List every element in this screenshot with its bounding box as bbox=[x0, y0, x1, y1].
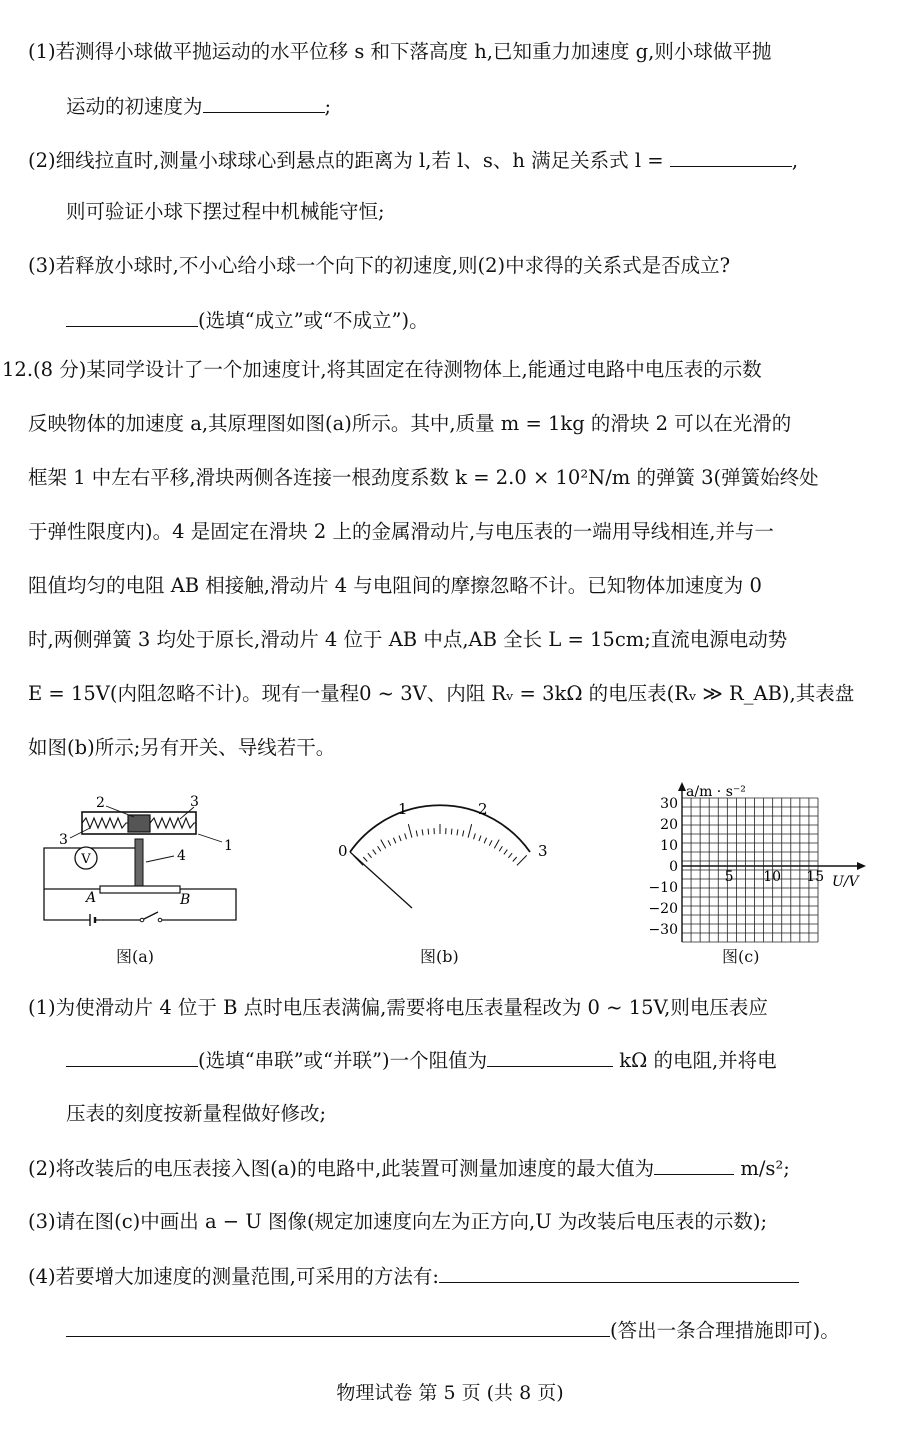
q12-stem-line-1: 12.(8 分)某同学设计了一个加速度计,将其固定在待测物体上,能通过电路中电压表的示数 bbox=[2, 358, 762, 381]
x-axis-arrow bbox=[857, 862, 866, 870]
dial-tick bbox=[408, 824, 412, 838]
dial-tick bbox=[479, 835, 481, 841]
dial-tick bbox=[504, 850, 507, 855]
q12-stem-line-2: 反映物体的加速度 a,其原理图如图(a)所示。其中,质量 m = 1kg 的滑块 2 可以在光滑的 bbox=[28, 412, 792, 435]
x-tick-label: 10 bbox=[763, 869, 782, 885]
dial-tick bbox=[399, 835, 401, 841]
x-axis-label: U/V bbox=[832, 874, 859, 890]
dial-tick bbox=[508, 853, 512, 858]
dial-tick bbox=[373, 850, 376, 855]
y-tick-label: −20 bbox=[648, 901, 678, 917]
dial-tick bbox=[468, 824, 472, 838]
dial-tick bbox=[474, 834, 476, 840]
sliding-contact-4 bbox=[135, 839, 143, 889]
q12-sub2 bbox=[28, 1154, 790, 1183]
label-1: 1 bbox=[224, 838, 233, 854]
q12-sub3: (3)请在图(c)中画出 a − U 图像(规定加速度向左为正方向,U 为改装后电压表的示数); bbox=[28, 1210, 768, 1233]
voltmeter-label: V bbox=[81, 852, 91, 867]
dial-tick bbox=[484, 838, 486, 843]
label-a: A bbox=[86, 890, 97, 906]
answer-blank-q12-1a[interactable] bbox=[66, 1046, 198, 1067]
answer-blank-q12-2[interactable] bbox=[654, 1154, 734, 1175]
figure-c-blank-graph bbox=[622, 780, 872, 950]
dial-tick bbox=[451, 829, 452, 835]
answer-blank-q12-4a[interactable] bbox=[439, 1262, 799, 1283]
label-3-left: 3 bbox=[59, 832, 68, 848]
q12-stem-line-6: 时,两侧弹簧 3 均处于原长,滑动片 4 位于 AB 中点,AB 全长 L = 15cm;直流电源电动势 bbox=[28, 628, 788, 651]
q12-stem-line-7: E = 15V(内阻忽略不计)。现有一量程0 ~ 3V、内阻 Rᵥ = 3kΩ 的电压表(Rᵥ ≫ R_AB),其表盘 bbox=[28, 682, 855, 705]
figure-b-caption: 图(b) bbox=[420, 947, 459, 966]
q12-stem-line-8: 如图(b)所示;另有开关、导线若干。 bbox=[28, 736, 336, 759]
switch-contact bbox=[158, 918, 162, 922]
dial-tick bbox=[517, 855, 527, 865]
dial-tick bbox=[368, 853, 372, 858]
dial-tick bbox=[463, 830, 464, 836]
dial-tick bbox=[489, 840, 492, 845]
q11-sub3-line2 bbox=[66, 306, 429, 335]
page-footer: 物理试卷 第 5 页 (共 8 页) bbox=[336, 1382, 564, 1404]
q12-sub4-line2 bbox=[66, 1316, 840, 1345]
graph-grid bbox=[682, 798, 818, 942]
y-axis-arrow bbox=[678, 782, 686, 791]
q11-sub1-prefix: 运动的初速度为 bbox=[66, 95, 203, 118]
dial-ticks bbox=[353, 824, 526, 865]
dial-label-2: 2 bbox=[478, 800, 488, 818]
dial-label-0: 0 bbox=[338, 842, 348, 860]
slider-block-2 bbox=[128, 815, 150, 832]
switch-arm bbox=[142, 912, 158, 920]
q11-sub2-line1 bbox=[28, 146, 798, 175]
dial-tick bbox=[363, 857, 367, 861]
spring-left bbox=[82, 818, 128, 828]
leader-3-left bbox=[70, 828, 90, 838]
q11-sub3-suffix: (选填“成立”或“不成立”)。 bbox=[198, 309, 429, 332]
y-tick-label: −10 bbox=[648, 880, 678, 896]
q12-sub1-line1: (1)为使滑动片 4 位于 B 点时电压表满偏,需要将电压表量程改为 0 ~ 15V,则电压表应 bbox=[28, 996, 768, 1019]
wire-b bbox=[160, 889, 236, 920]
q12-stem-line-3: 框架 1 中左右平移,滑块两侧各连接一根劲度系数 k = 2.0 × 10²N/m 的弹簧 3(弹簧始终处 bbox=[28, 466, 819, 489]
q12-sub1-line2 bbox=[66, 1046, 777, 1075]
answer-blank-q12-4b[interactable] bbox=[66, 1316, 610, 1337]
y-tick-label: 20 bbox=[660, 817, 678, 833]
q12-sub2-suffix: m/s²; bbox=[740, 1157, 790, 1180]
q12-sub4-suffix: (答出一条合理措施即可)。 bbox=[610, 1319, 840, 1342]
y-tick-label: 30 bbox=[660, 796, 678, 812]
leader-1 bbox=[198, 834, 222, 842]
y-tick-label: −30 bbox=[648, 922, 678, 938]
q12-sub1-mid: (选填“串联”或“并联”)一个阻值为 bbox=[198, 1049, 488, 1072]
dial-tick bbox=[416, 830, 417, 836]
label-4: 4 bbox=[177, 848, 186, 864]
x-tick-label: 15 bbox=[806, 869, 825, 885]
dial-tick bbox=[381, 840, 386, 849]
figure-a-accelerometer-diagram bbox=[30, 790, 250, 930]
y-tick-label: 0 bbox=[669, 859, 678, 875]
figure-b-voltmeter-dial bbox=[320, 790, 560, 920]
q11-sub1-line2 bbox=[66, 92, 331, 121]
q12-sub1-end: kΩ 的电阻,并将电 bbox=[619, 1049, 777, 1072]
figure-c-caption: 图(c) bbox=[722, 947, 760, 966]
dial-tick bbox=[393, 838, 395, 843]
label-b: B bbox=[180, 892, 191, 908]
q12-stem-line-4: 于弹性限度内)。4 是固定在滑块 2 上的金属滑动片,与电压表的一端用导线相连,并与一 bbox=[28, 520, 774, 543]
switch-pivot bbox=[140, 918, 144, 922]
q12-sub1-line3: 压表的刻度按新量程做好修改; bbox=[66, 1102, 327, 1125]
q11-sub2-suffix: , bbox=[791, 149, 799, 172]
q12-sub2-prefix: (2)将改装后的电压表接入图(a)的电路中,此装置可测量加速度的最大值为 bbox=[28, 1157, 655, 1180]
y-tick-labels bbox=[648, 796, 678, 938]
q11-sub2-line2: 则可验证小球下摆过程中机械能守恒; bbox=[66, 200, 385, 223]
leader-4 bbox=[146, 856, 174, 862]
q11-sub1-line1: (1)若测得小球做平抛运动的水平位移 s 和下落高度 h,已知重力加速度 g,则小球做平抛 bbox=[28, 40, 772, 63]
resistor-ab bbox=[100, 886, 180, 893]
dial-tick bbox=[378, 846, 381, 851]
figure-a-caption: 图(a) bbox=[116, 947, 155, 966]
dial-tick bbox=[428, 829, 429, 835]
dial-tick bbox=[499, 846, 502, 851]
dial-tick bbox=[457, 829, 458, 835]
dial-tick bbox=[513, 857, 517, 861]
x-tick-labels bbox=[725, 869, 825, 885]
label-3-right: 3 bbox=[190, 794, 199, 810]
x-tick-label: 5 bbox=[724, 869, 734, 885]
answer-blank-q12-1b[interactable] bbox=[487, 1046, 613, 1067]
dial-needle bbox=[350, 852, 412, 908]
dial-label-3: 3 bbox=[538, 842, 548, 860]
label-2: 2 bbox=[96, 795, 105, 811]
q11-sub1-suffix: ; bbox=[324, 95, 332, 118]
dial-tick bbox=[405, 834, 407, 840]
dial-tick bbox=[388, 840, 391, 845]
answer-blank-q11-3[interactable] bbox=[66, 306, 198, 327]
q12-sub4-line1 bbox=[28, 1262, 799, 1291]
q11-sub3-line1: (3)若释放小球时,不小心给小球一个向下的初速度,则(2)中求得的关系式是否成立? bbox=[28, 254, 731, 277]
y-axis-label: a/m · s⁻² bbox=[686, 784, 746, 800]
dial-label-1: 1 bbox=[398, 800, 408, 818]
q11-sub2-prefix: (2)细线拉直时,测量小球球心到悬点的距离为 l,若 l、s、h 满足关系式 l = bbox=[28, 149, 664, 172]
q12-sub4-prefix: (4)若要增大加速度的测量范围,可采用的方法有: bbox=[28, 1265, 439, 1288]
spring-right bbox=[150, 818, 196, 828]
q12-stem-line-5: 阻值均匀的电阻 AB 相接触,滑动片 4 与电阻间的摩擦忽略不计。已知物体加速度为 0 bbox=[28, 574, 762, 597]
answer-blank-q11-2[interactable] bbox=[670, 146, 792, 167]
dial-tick bbox=[494, 840, 499, 849]
answer-blank-q11-1[interactable] bbox=[203, 92, 325, 113]
y-tick-label: 10 bbox=[660, 838, 678, 854]
dial-tick bbox=[422, 829, 423, 835]
